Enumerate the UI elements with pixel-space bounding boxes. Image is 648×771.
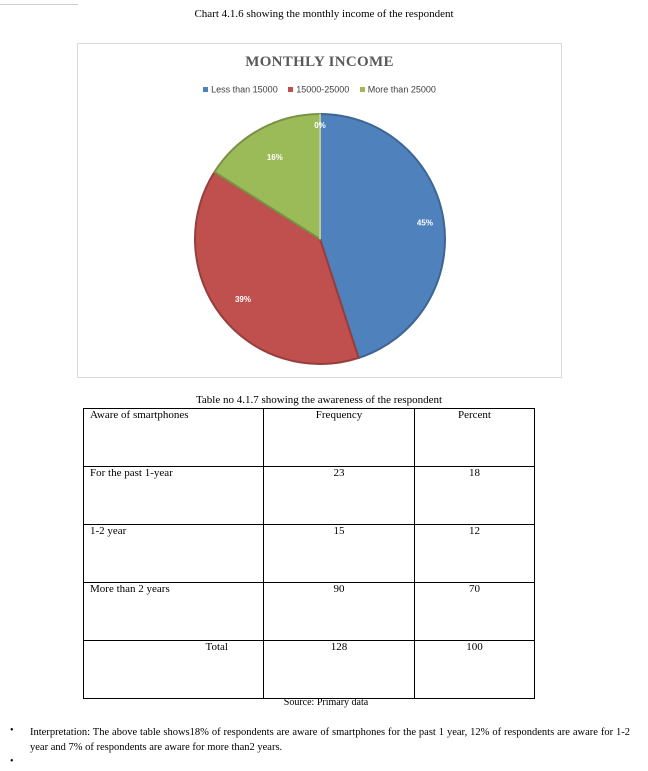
table-header-cell: Frequency	[264, 409, 415, 467]
table-cell: 1-2 year	[84, 525, 264, 583]
table-row	[84, 525, 535, 583]
legend-label: More than 25000	[367, 84, 436, 95]
table-cell: 15	[264, 525, 415, 583]
table-cell: For the past 1-year	[84, 467, 264, 525]
table-header-row	[84, 409, 535, 467]
chart-caption: Chart 4.1.6 showing the monthly income of the respondent	[194, 8, 454, 20]
table-cell: More than 2 years	[84, 583, 264, 641]
table-cell: Total	[84, 641, 264, 699]
table-total-row	[84, 641, 535, 699]
table-cell: 90	[264, 583, 415, 641]
chart-title: MONTHLY INCOME	[245, 54, 394, 70]
table-cell: 23	[264, 467, 415, 525]
table-header-cell: Aware of smartphones	[84, 409, 264, 467]
legend-label: Less than 15000	[211, 84, 278, 95]
table-caption: Table no 4.1.7 showing the awareness of the respondent	[195, 394, 443, 406]
table-row	[84, 583, 535, 641]
slice-label: 45%	[416, 218, 433, 228]
legend-label: 15000-25000	[296, 84, 350, 95]
top-rule	[0, 0, 78, 5]
interpretation-text: Interpretation: The above table shows18% of respondents are aware of smartphones for the past 1 year, 12% of respondents are aware for 1-2 year and 7% of respondents are aware for more than2 years.	[30, 727, 630, 753]
chart-area	[77, 43, 562, 378]
slice-label: 0%	[314, 121, 326, 130]
awareness-table	[83, 408, 535, 699]
bullet-glyph: •	[10, 756, 14, 767]
table-cell: 12	[415, 525, 535, 583]
table-header-cell: Percent	[415, 409, 535, 467]
table-cell: 100	[415, 641, 535, 699]
bullet-glyph: •	[10, 725, 14, 736]
interpretation-item	[10, 725, 630, 755]
pie-chart	[78, 44, 561, 377]
table-cell: 70	[415, 583, 535, 641]
table-cell: 18	[415, 467, 535, 525]
source-note: Source: Primary data	[283, 697, 369, 708]
table-row	[84, 467, 535, 525]
slice-label: 39%	[234, 294, 251, 304]
table-cell: 128	[264, 641, 415, 699]
slice-label: 16%	[266, 152, 283, 162]
